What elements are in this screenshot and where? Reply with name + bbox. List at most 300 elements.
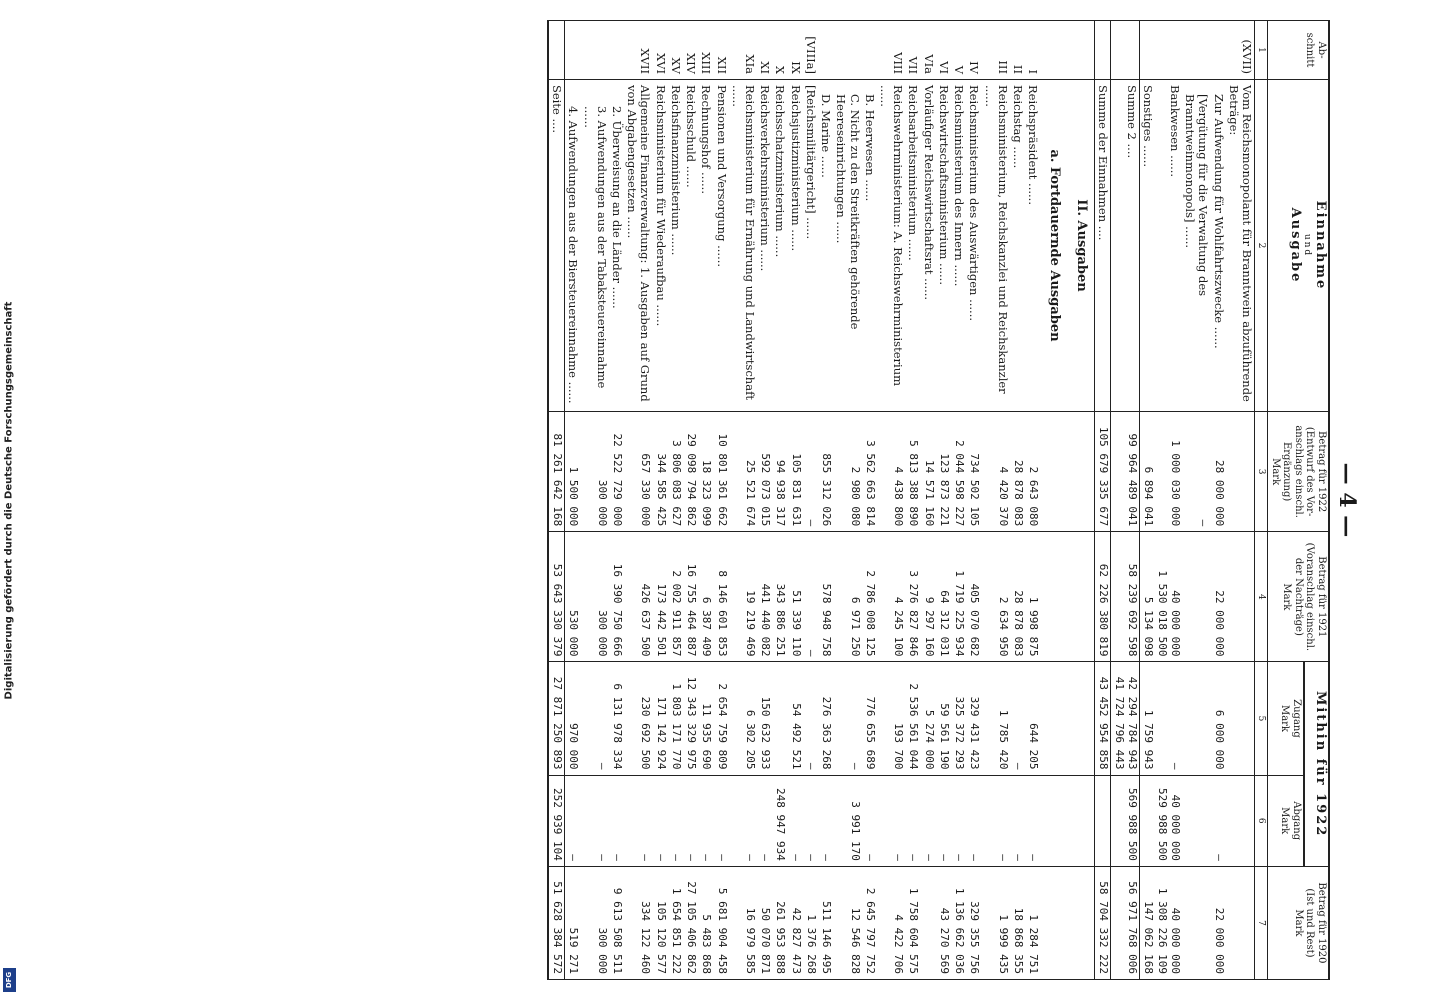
value-zugang: 776 655 689 [862,662,877,775]
value-1920: 1 376 268 [803,866,818,979]
row-section: VII [905,21,920,80]
table-row [951,21,966,980]
value-1920: 4 422 706 [877,866,905,979]
value-abgang: — [713,775,728,866]
value-1920: 2 645 797 752 [862,866,877,979]
row-description: a. Fortdauernde Ausgaben [1040,80,1067,412]
row-section: VIa [920,21,935,80]
row-description: Zur Aufwendung für Wohlfahrtszwecke ...... [1211,80,1226,412]
value-1920: 56 971 768 006 [1111,866,1139,979]
value-zugang: 329 431 423 [966,662,981,775]
value-1921: 22 000 000 [1211,532,1226,662]
value-1922: 18 323 099 [698,412,713,532]
row-section: IV [966,21,981,80]
value-zugang: 59 561 190 [936,662,951,775]
col-number: 6 [1255,775,1268,866]
table-row [609,21,624,980]
value-1921: 5 134 098 [1139,532,1155,662]
table-row [833,21,861,980]
row-description: Reichsministerium, Reichskanzlei und Reichskanzler ...... [981,80,1009,412]
value-1921: 8 146 601 853 [713,532,728,662]
row-description: Reichsjustizministerium ...... [787,80,802,412]
value-zugang: 276 363 268 [818,662,833,775]
value-zugang [1040,662,1067,775]
row-section [1182,21,1210,80]
budget-table [547,20,1330,980]
value-zugang: 1 803 171 770 [668,662,683,775]
value-abgang: 3 991 170 [833,775,861,866]
col-header-description: Einnahme und Ausgabe [1268,80,1329,412]
col-header-1921: Betrag für 1921 (Voranschlag einschl. der Nachträge) Mark [1268,532,1329,662]
value-zugang: 27 871 250 893 [548,662,565,775]
table-row [818,21,833,980]
row-section: XII [713,21,728,80]
value-zugang: 42 294 784 943 41 724 796 443 [1111,662,1139,775]
value-abgang: — [787,775,802,866]
value-1922: 1 000 030 000 [1155,412,1182,532]
value-zugang: 54 492 521 [787,662,802,775]
row-description: Vom Reichsmonopolamt für Branntwein abzuführende Beträge: [1226,80,1255,412]
value-1921: — [803,532,818,662]
value-abgang: — [1010,775,1025,866]
value-1922: 94 938 317 [772,412,787,532]
value-1922: 28 878 083 [1010,412,1025,532]
value-1922: 657 330 000 [624,412,652,532]
col-header-1922: Betrag für 1922 (Entwurf des Vor- anschlags einschl. Ergänzung) Mark [1268,412,1329,532]
value-zugang: — [1010,662,1025,775]
digitization-credit: Digitalisierung gefördert durch die Deutsche Forschungsgemeinschaft [3,301,15,699]
row-section [609,21,624,80]
row-section [1211,21,1226,80]
value-abgang: — [683,775,698,866]
value-1920: 261 953 888 [772,866,787,979]
value-zugang: 325 372 293 [951,662,966,775]
value-1922: 4 438 800 [877,412,905,532]
col-number: 5 [1255,662,1268,775]
value-1921: 3 276 827 846 [905,532,920,662]
value-1920: 519 271 [565,866,581,979]
value-1921: 2 634 950 [981,532,1009,662]
value-1920: 42 827 473 [787,866,802,979]
value-zugang: 230 692 500 [624,662,652,775]
col-header-abgang: Abgang Mark [1268,775,1304,866]
row-section: XIII [698,21,713,80]
value-1922: 99 964 489 041 [1111,412,1139,532]
value-1921: 58 239 692 598 [1111,532,1139,662]
value-1921: 530 000 [565,532,581,662]
value-1920: 147 062 168 [1139,866,1155,979]
value-abgang: — [1025,775,1040,866]
value-abgang: — [877,775,905,866]
value-1920: 511 146 495 [818,866,833,979]
row-description: Summe 2 .... [1111,80,1139,412]
value-1922: 14 571 160 [920,412,935,532]
row-section: X [772,21,787,80]
value-1920: 50 070 871 [757,866,772,979]
value-1921: 343 886 251 [772,532,787,662]
value-1920: 1 284 751 [1025,866,1040,979]
row-description: Vorläufiger Reichswirtschaftsrat ...... [920,80,935,412]
value-abgang: — [729,775,757,866]
table-row [1010,21,1025,980]
table-row [1226,21,1255,980]
value-1920: 5 681 904 458 [713,866,728,979]
row-description: Bankwesen ...... [1155,80,1182,412]
value-zugang: — [1155,662,1182,775]
row-description: 2. Überweisung an die Länder ...... [609,80,624,412]
value-abgang: — [1211,775,1226,866]
value-1920: 58 704 332 222 [1095,866,1111,979]
value-1920 [1067,866,1094,979]
row-section [1067,21,1094,80]
value-abgang [1040,775,1067,866]
value-1922: 300 000 [580,412,608,532]
value-1922 [1226,412,1255,532]
value-zugang: 6 131 978 334 [609,662,624,775]
value-1921: 4 245 100 [877,532,905,662]
row-section [548,21,565,80]
table-row [936,21,951,980]
value-1922: 2 980 080 [833,412,861,532]
table-row [803,21,818,980]
value-abgang [1095,775,1111,866]
col-number: 4 [1255,532,1268,662]
col-header-1920: Betrag für 1920 (Ist und Rest) Mark [1268,866,1329,979]
value-abgang: — [609,775,624,866]
row-section: VIII [877,21,905,80]
value-1921: 426 637 500 [624,532,652,662]
row-description: Reichsverkehrsministerium ...... [757,80,772,412]
table-row [787,21,802,980]
row-section [818,21,833,80]
row-section: VI [936,21,951,80]
col-number: 7 [1255,866,1268,979]
row-description: Reichsministerium des Auswärtigen ...... [966,80,981,412]
row-description: Reichsministerium des Innern ...... [951,80,966,412]
value-zugang: 1 759 943 [1139,662,1155,775]
value-zugang: 2 536 561 044 [905,662,920,775]
value-1920 [1040,866,1067,979]
value-abgang: — [966,775,981,866]
row-description: C. Nicht zu den Streitkräften gehörende Heereseinrichtungen ...... [833,80,861,412]
dfg-logo: DFG [3,968,16,992]
value-1922: 6 894 041 [1139,412,1155,532]
value-abgang: 569 988 500 [1111,775,1139,866]
document-page [90,0,1360,1000]
value-1922: 2 643 080 [1025,412,1040,532]
value-1920: 105 120 577 [653,866,668,979]
value-abgang: — [920,775,935,866]
row-description: Reichsministerium für Wiederaufbau ...... [653,80,668,412]
table-row [1155,21,1182,980]
value-1921: 28 878 083 [1010,532,1025,662]
row-description: Reichstag ...... [1010,80,1025,412]
value-1922: 734 502 105 [966,412,981,532]
value-abgang: — [565,775,581,866]
value-abgang: — [757,775,772,866]
value-1921: 51 339 110 [787,532,802,662]
value-1920 [1226,866,1255,979]
value-1920: 1 758 604 575 [905,866,920,979]
value-zugang: 970 000 [565,662,581,775]
table-body [548,21,1255,980]
row-description: Allgemeine Finanzverwaltung: 1. Ausgaben auf Grund von Abgabengesetzen ...... [624,80,652,412]
value-1921: 6 971 250 [833,532,861,662]
value-abgang: — [624,775,652,866]
value-1921: 9 297 160 [920,532,935,662]
value-abgang: — [803,775,818,866]
value-zugang [1182,662,1210,775]
table-row [772,21,787,980]
value-1922: — [803,412,818,532]
column-number-row [1255,21,1268,980]
value-abgang [1139,775,1155,866]
table-row [1067,21,1094,980]
row-section: III [981,21,1009,80]
row-section: XIV [683,21,698,80]
row-section [1095,21,1111,80]
value-1922: 4 420 370 [981,412,1009,532]
value-1922: 1 500 000 [565,412,581,532]
value-1921: 1 719 225 934 [951,532,966,662]
col-header-zugang: Zugang Mark [1268,662,1304,775]
value-1922: 105 679 335 677 [1095,412,1111,532]
value-abgang: — [936,775,951,866]
table-row [653,21,668,980]
table-row [729,21,757,980]
row-description: [Vergütung für die Verwaltung des Branntweinmonopols] ...... [1182,80,1210,412]
value-zugang: — [833,662,861,775]
row-section [1139,21,1155,80]
value-1922: 592 073 015 [757,412,772,532]
table-row [683,21,698,980]
row-description: Reichspräsident ...... [1025,80,1040,412]
row-description: Reichswirtschaftsministerium ...... [936,80,951,412]
row-description: B. Heerwesen ...... [862,80,877,412]
table-row [905,21,920,980]
row-section [1111,21,1139,80]
row-description: Summe der Einnahmen .... [1095,80,1111,412]
value-1921: 53 643 330 379 [548,532,565,662]
value-abgang: — [818,775,833,866]
col-header-section: Ab- schnitt [1268,21,1329,80]
value-1921: 6 387 409 [698,532,713,662]
value-1921 [1040,532,1067,662]
value-zugang: 644 205 [1025,662,1040,775]
value-1921: 578 948 758 [818,532,833,662]
row-description: Reichsministerium für Ernährung und Landwirtschaft ...... [729,80,757,412]
table-row [668,21,683,980]
value-abgang: — [698,775,713,866]
value-1920: 27 105 406 862 [683,866,698,979]
value-1920: 43 270 569 [936,866,951,979]
value-1920 [920,866,935,979]
row-section [1155,21,1182,80]
value-1920: 334 122 460 [624,866,652,979]
row-section: I [1025,21,1040,80]
row-description: Rechnungshof ...... [698,80,713,412]
value-1922 [1067,412,1094,532]
row-description: 3. Aufwendungen aus der Tabaksteuereinnahme ...... [580,80,608,412]
value-abgang: — [905,775,920,866]
value-1921: 173 442 501 [653,532,668,662]
table-row [966,21,981,980]
col-header-mithin: Mithin für 1922 [1304,662,1329,866]
table-row [1111,21,1139,980]
value-abgang: — [981,775,1009,866]
row-description: II. Ausgaben [1067,80,1094,412]
value-1920: 9 613 508 511 [609,866,624,979]
row-section: II [1010,21,1025,80]
value-1921: 1 998 875 [1025,532,1040,662]
value-abgang: — [951,775,966,866]
value-1922: 105 831 631 [787,412,802,532]
value-1922: 5 813 388 890 [905,412,920,532]
value-zugang: — [803,662,818,775]
value-abgang: — [668,775,683,866]
value-1920: 51 628 384 572 [548,866,565,979]
row-description: Reichsarbeitsministerium ...... [905,80,920,412]
row-description: Reichsschatzministerium ...... [772,80,787,412]
row-description: Sonstiges ...... [1139,80,1155,412]
table-row [981,21,1009,980]
table-row [862,21,877,980]
table-row [1095,21,1111,980]
row-section: XVII [624,21,652,80]
page-number: — 4 — [1334,462,1360,538]
row-section [565,21,581,80]
value-1920: 329 355 756 [966,866,981,979]
value-1921 [1182,532,1210,662]
value-zugang [1067,662,1094,775]
value-1922: 123 873 221 [936,412,951,532]
value-1920: 1 654 851 222 [668,866,683,979]
value-1921: 64 312 031 [936,532,951,662]
value-1922: 344 585 425 [653,412,668,532]
value-1921: 19 219 469 [729,532,757,662]
table-row [698,21,713,980]
row-description: Seite .... [548,80,565,412]
row-section [833,21,861,80]
value-1920 [1182,866,1210,979]
value-zugang: 5 274 000 [920,662,935,775]
value-1921: 441 440 082 [757,532,772,662]
row-description: 4. Aufwendungen aus der Biersteuereinnahme ...... [565,80,581,412]
value-abgang: 40 000 000 529 988 500 [1155,775,1182,866]
value-abgang: — [580,775,608,866]
row-description: [Reichsmilitärgericht] ...... [803,80,818,412]
value-1921: 2 786 008 125 [862,532,877,662]
row-section: XI [757,21,772,80]
value-1922: 25 521 674 [729,412,757,532]
value-zugang: 11 935 690 [698,662,713,775]
row-section: XV [668,21,683,80]
value-1922: 3 806 083 627 [668,412,683,532]
value-1921: 2 002 911 857 [668,532,683,662]
value-1920: 12 546 828 [833,866,861,979]
value-1920: 16 979 585 [729,866,757,979]
row-section: [VIIIa] [803,21,818,80]
table-row [1139,21,1155,980]
col-number: 1 [1255,21,1268,80]
value-1921: 16 755 464 887 [683,532,698,662]
value-zugang: — [580,662,608,775]
value-1922: 28 000 000 [1211,412,1226,532]
row-section: XIa [729,21,757,80]
value-1922: — [1182,412,1210,532]
value-1921: 405 070 682 [966,532,981,662]
value-1920: 1 136 662 036 [951,866,966,979]
value-abgang [1067,775,1094,866]
value-1922: 2 044 598 227 [951,412,966,532]
value-1922 [1040,412,1067,532]
value-1921: 40 000 000 1 530 018 500 [1155,532,1182,662]
value-1922: 29 098 794 862 [683,412,698,532]
table-row [757,21,772,980]
table-row [565,21,581,980]
row-description: Reichswehrministerium: A. Reichswehrministerium ...... [877,80,905,412]
value-zugang [772,662,787,775]
value-1921: 16 390 750 666 [609,532,624,662]
value-1920: 18 868 355 [1010,866,1025,979]
row-description: D. Marine ...... [818,80,833,412]
value-1921 [1226,532,1255,662]
col-number: 2 [1255,80,1268,412]
table-row [1025,21,1040,980]
row-section: V [951,21,966,80]
value-1920: 40 000 000 1 308 226 109 [1155,866,1182,979]
value-1922: 81 261 642 168 [548,412,565,532]
value-zugang: 6 302 205 [729,662,757,775]
row-section: (XVII) [1226,21,1255,80]
table-row [877,21,905,980]
value-1921: 300 000 [580,532,608,662]
value-1920: 1 999 435 [981,866,1009,979]
value-zugang: 12 343 329 975 [683,662,698,775]
value-abgang: 248 947 934 [772,775,787,866]
rotated-table-sheet [90,0,1360,1000]
table-row [1040,21,1067,980]
row-description: Reichsschuld ...... [683,80,698,412]
table-row [548,21,565,980]
value-1922: 10 801 361 662 [713,412,728,532]
value-zugang [1226,662,1255,775]
value-1920: 22 000 000 [1211,866,1226,979]
value-abgang: 252 939 104 [548,775,565,866]
value-abgang [1226,775,1255,866]
value-1922: 3 562 663 814 [862,412,877,532]
row-description: Pensionen und Versorgung ...... [713,80,728,412]
row-description: Reichsfinanzministerium ...... [668,80,683,412]
value-abgang [1182,775,1210,866]
value-1922: 855 312 026 [818,412,833,532]
value-zugang: 6 000 000 [1211,662,1226,775]
table-row [1182,21,1210,980]
table-row [1211,21,1226,980]
table-row [920,21,935,980]
header-row [1304,21,1329,980]
value-1920: 300 000 [580,866,608,979]
value-abgang: — [653,775,668,866]
value-1921 [1067,532,1094,662]
value-1922: 22 522 729 000 [609,412,624,532]
row-section: IX [787,21,802,80]
value-1920: 5 483 868 [698,866,713,979]
value-abgang: — [862,775,877,866]
value-zugang: 1 785 420 [981,662,1009,775]
value-zugang: 150 632 933 [757,662,772,775]
row-section [580,21,608,80]
